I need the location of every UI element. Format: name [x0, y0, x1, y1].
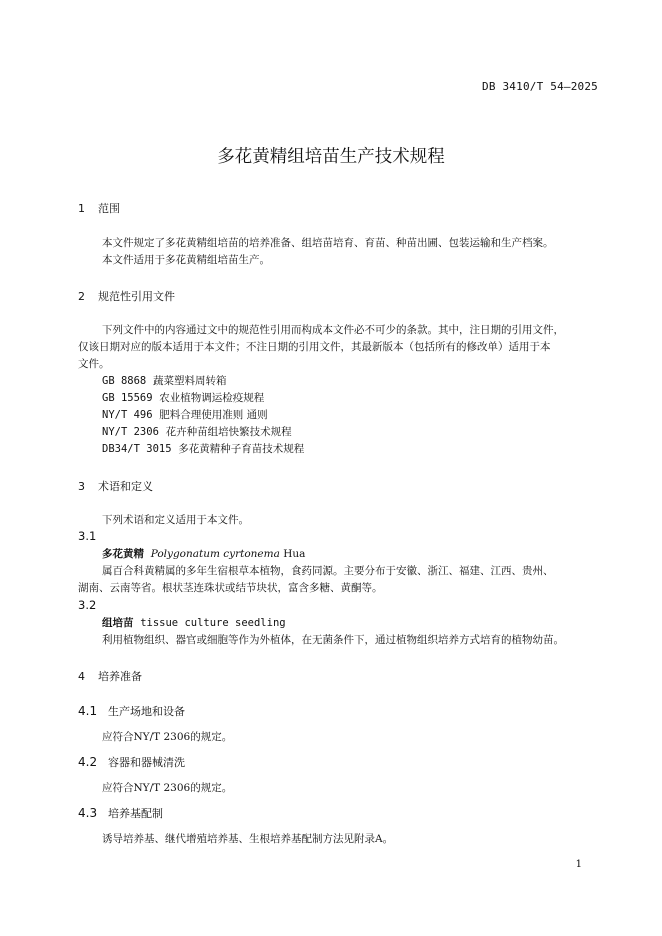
subsection-4-1-title: 生产场地和设备 [108, 705, 185, 718]
section-1-number: 1 [78, 202, 85, 215]
reference-item [102, 389, 264, 407]
term-3-1-heading [102, 545, 305, 563]
reference-name: 多花黄精种子育苗技术规程 [178, 443, 305, 455]
reference-name: 花卉种苗组培快繁技术规程 [165, 426, 292, 438]
section-2-intro-line-3: 文件。 [78, 358, 110, 370]
section-3-number: 3 [78, 480, 85, 493]
subsection-4-3-title: 培养基配制 [108, 807, 163, 820]
reference-code: GB 15569 [102, 392, 153, 404]
subsection-4-2-title: 容器和器械清洗 [108, 756, 185, 769]
page-number: 1 [575, 859, 582, 870]
term-3-2-chinese: 组培苗 [102, 617, 134, 629]
reference-item [102, 406, 268, 424]
reference-name: 蔬菜塑料周转箱 [152, 375, 227, 387]
standard-code: DB 3410/T 54—2025 [482, 80, 598, 93]
subsection-4-1-heading [78, 703, 185, 719]
reference-item [102, 423, 292, 441]
subsection-4-1-text: 应符合NY/T 2306的规定。 [102, 731, 233, 743]
term-3-1-number: 3.1 [78, 529, 97, 543]
section-4-number: 4 [78, 670, 85, 683]
reference-code: NY/T 2306 [102, 426, 159, 438]
subsection-4-3-text: 诱导培养基、继代增殖培养基、生根培养基配制方法见附录A。 [102, 833, 394, 845]
section-4-heading [78, 668, 142, 684]
reference-code: DB34/T 3015 [102, 443, 172, 455]
term-3-1-chinese: 多花黄精 [102, 548, 144, 560]
section-2-number: 2 [78, 290, 85, 303]
subsection-4-2-heading [78, 754, 185, 770]
document-title: 多花黄精组培苗生产技术规程 [217, 147, 445, 167]
reference-item [102, 372, 226, 390]
term-3-1-latin-name: Polygonatum cyrtonema [150, 548, 280, 560]
section-2-intro-line-2: 仅该日期对应的版本适用于本文件；不注日期的引用文件，其最新版本（包括所有的修改单）适用于本 [78, 341, 551, 353]
term-3-2-heading [102, 614, 286, 632]
reference-code: NY/T 496 [102, 409, 153, 421]
reference-name: 肥料合理使用准则 通则 [159, 409, 268, 421]
subsection-4-1-number: 4.1 [78, 704, 98, 718]
term-3-2-definition: 利用植物组织、器官或细胞等作为外植体，在无菌条件下，通过植物组织培养方式培育的植物幼苗。 [102, 634, 564, 646]
section-3-intro: 下列术语和定义适用于本文件。 [102, 514, 249, 526]
section-3-heading [78, 478, 153, 494]
subsection-4-3-number: 4.3 [78, 806, 98, 820]
section-3-title: 术语和定义 [98, 480, 153, 493]
term-3-1-definition-line-1: 属百合科黄精属的多年生宿根草本植物，食药同源。主要分布于安徽、浙江、福建、江西、贵州、 [102, 565, 554, 577]
reference-code: GB 8868 [102, 375, 147, 387]
term-3-1-definition-line-2: 湖南、云南等省。根状茎连珠状或结节块状，富含多糖、黄酮等。 [78, 582, 383, 594]
section-1-heading [78, 200, 120, 216]
section-2-intro-line-1: 下列文件中的内容通过文中的规范性引用而构成本文件必不可少的条款。其中，注日期的引用文件， [102, 324, 564, 336]
section-2-heading [78, 288, 175, 304]
subsection-4-3-heading [78, 805, 163, 821]
section-2-title: 规范性引用文件 [98, 290, 175, 303]
section-1-title: 范围 [98, 202, 120, 215]
subsection-4-2-text: 应符合NY/T 2306的规定。 [102, 782, 233, 794]
section-4-title: 培养准备 [98, 670, 142, 683]
term-3-2-number: 3.2 [78, 598, 97, 612]
reference-item [102, 440, 304, 458]
section-1-paragraph-1: 本文件规定了多花黄精组培苗的培养准备、组培苗培育、育苗、种苗出圃、包装运输和生产档案。 [102, 237, 554, 249]
subsection-4-2-number: 4.2 [78, 755, 98, 769]
section-1-paragraph-2: 本文件适用于多花黄精组培苗生产。 [102, 254, 270, 266]
term-3-1-author: Hua [283, 548, 306, 560]
term-3-2-english: tissue culture seedling [140, 617, 286, 629]
reference-name: 农业植物调运检疫规程 [159, 392, 265, 404]
